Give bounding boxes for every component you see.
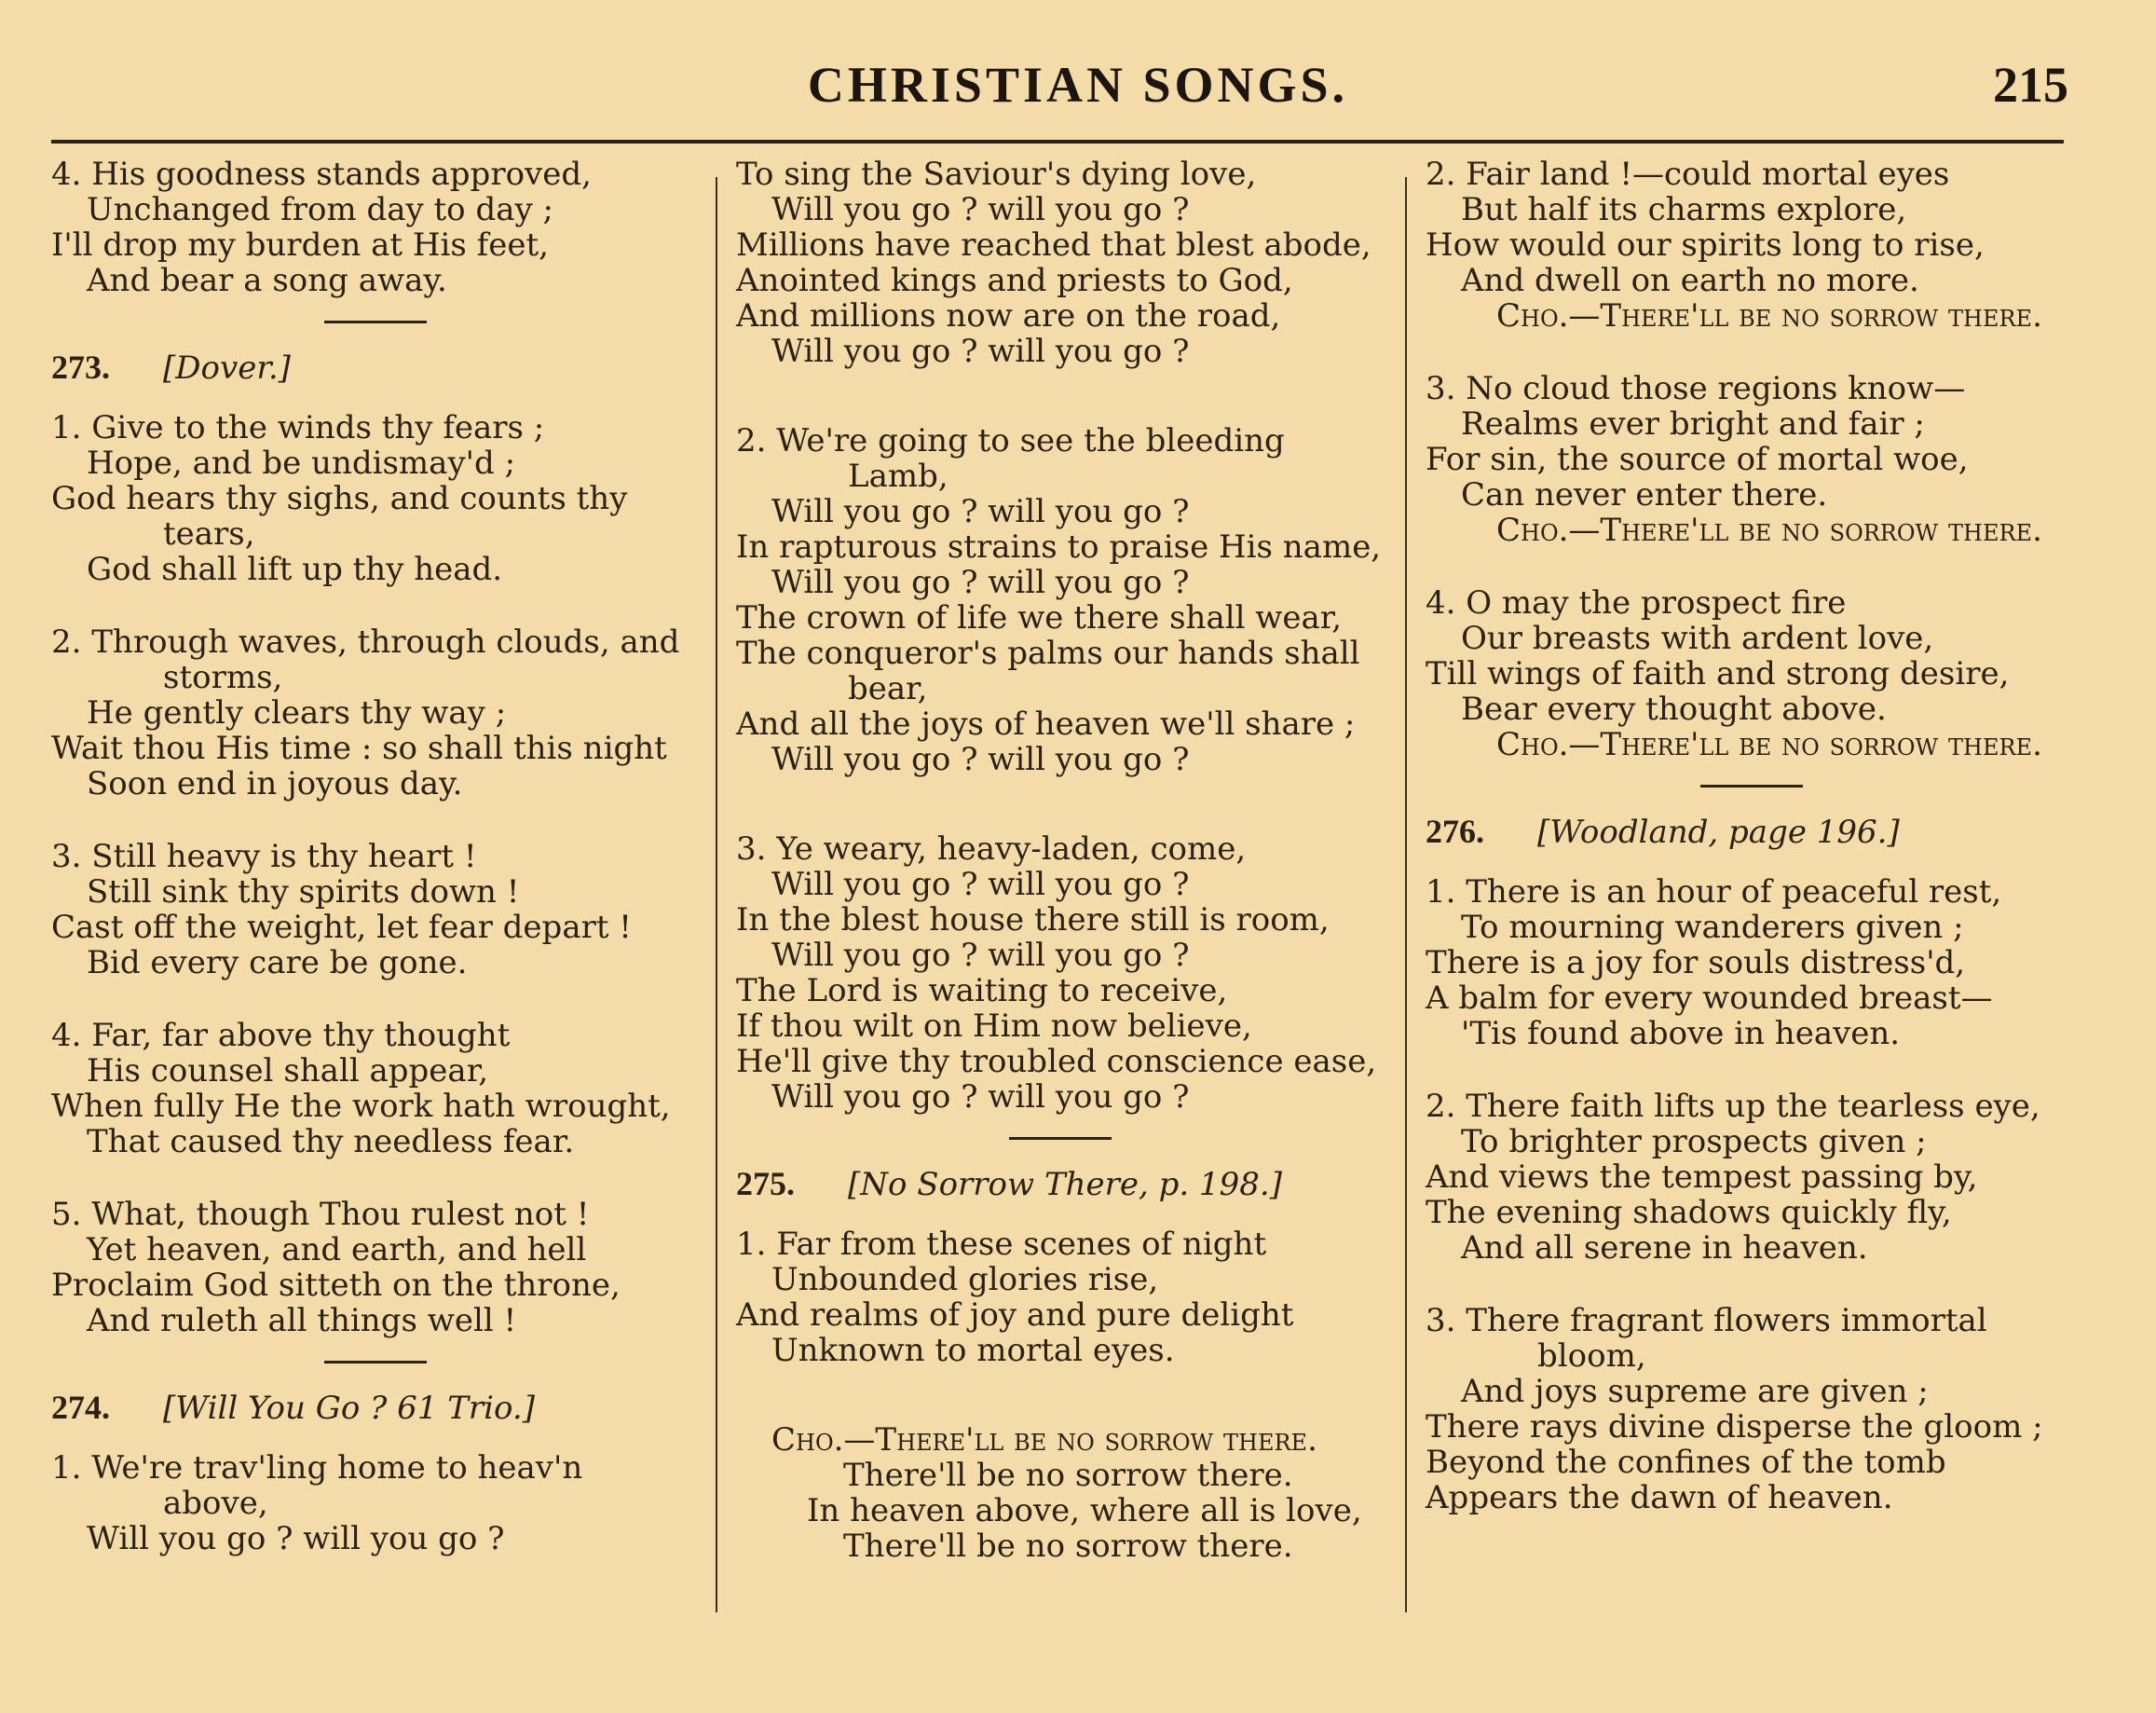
header-rule: [51, 140, 2064, 144]
verse-line: But half its charms explore,: [1461, 191, 1907, 228]
page-number: 215: [1993, 57, 2068, 113]
verse-line: Will you go ? will you go ?: [771, 564, 1190, 601]
verse-line: Realms ever bright and fair ;: [1461, 405, 1925, 443]
hymn-276-heading: [1426, 814, 2078, 850]
spacer: [736, 1368, 1384, 1422]
tune-name: [Will You Go ? 61 Trio.]: [163, 1390, 536, 1427]
verse-line: For sin, the source of mortal woe,: [1426, 441, 1969, 478]
hymn-273-heading: [51, 349, 699, 386]
spacer: [1426, 334, 2078, 371]
verse-line: There rays divine disperse the gloom ;: [1426, 1408, 2043, 1446]
spacer: [1426, 1051, 2078, 1089]
verse-line: And dwell on earth no more.: [1461, 262, 1919, 299]
verse-line: To sing the Saviour's dying love,: [736, 156, 1257, 193]
chorus-line: Cho.—There'll be no sorrow there.: [771, 1421, 1317, 1459]
hymn-276-verse-3: [1426, 1303, 2078, 1515]
spacer: [736, 777, 1384, 831]
verse-line: Will you go ? will you go ?: [771, 333, 1190, 370]
verse-line: Anointed kings and priests to God,: [736, 262, 1293, 299]
hymn-273-verse-2: [51, 624, 699, 802]
hymn-275-verse-4: [1426, 585, 2078, 762]
verse-line: 3. Still heavy is thy heart !: [51, 838, 477, 875]
spacer: [51, 587, 699, 624]
verse-line: 2. Fair land !—could mortal eyes: [1426, 156, 1950, 193]
hymn-276-verse-1: [1426, 874, 2078, 1051]
hymn-number: 276.: [1426, 813, 1484, 850]
verse-line: Will you go ? will you go ?: [87, 1520, 505, 1557]
spacer: [51, 802, 699, 839]
verse-line: Bid every care be gone.: [87, 944, 468, 981]
verse-line: How would our spirits long to rise,: [1426, 226, 1985, 264]
chorus-line: There'll be no sorrow there.: [843, 1528, 1293, 1565]
verse-line: 4. O may the prospect fire: [1426, 584, 1847, 622]
verse-line: Wait thou His time : so shall this night: [51, 730, 667, 767]
verse-line: Till wings of faith and strong desire,: [1426, 655, 2010, 692]
hymn-275-verse-2: [1426, 157, 2078, 334]
verse-line: And bear a song away.: [87, 262, 447, 299]
column-3: [1426, 157, 2078, 1515]
hymn-273-verse-3: [51, 839, 699, 980]
column-divider-1: [716, 177, 717, 1612]
verse-line: 2. There faith lifts up the tearless eye,: [1426, 1088, 2040, 1125]
chorus-line: Cho.—There'll be no sorrow there.: [1496, 512, 2042, 549]
verse-line: He'll give thy troubled conscience ease,: [736, 1043, 1377, 1080]
verse-line: 3. Ye weary, heavy-laden, come,: [736, 830, 1247, 868]
verse-line: God hears thy sighs, and counts thy: [51, 480, 628, 517]
hymn-275-heading: [736, 1166, 1384, 1202]
verse-line: I'll drop my burden at His feet,: [51, 226, 549, 264]
verse-line: Will you go ? will you go ?: [771, 741, 1190, 778]
hymn-276-verse-2: [1426, 1089, 2078, 1266]
verse-line: Beyond the confines of the tomb: [1426, 1444, 1946, 1481]
verse-line: In the blest house there still is room,: [736, 901, 1330, 939]
hymn-number: 274.: [51, 1389, 110, 1426]
hymn-divider: [1009, 1137, 1112, 1140]
verse-line: bear,: [848, 670, 928, 707]
hymn-275-chorus: [736, 1422, 1384, 1564]
column-2: [736, 157, 1384, 1564]
verse-line: Unchanged from day to day ;: [87, 191, 553, 228]
hymn-divider: [1700, 785, 1803, 788]
hymn-275-verse-1: [736, 1227, 1384, 1368]
verse-line: And all serene in heaven.: [1461, 1229, 1868, 1267]
chorus-line: Cho.—There'll be no sorrow there.: [1496, 726, 2042, 763]
spacer: [51, 1159, 699, 1197]
spacer: [736, 369, 1384, 423]
hymn-272-verse-4: [51, 157, 699, 298]
verse-line: bloom,: [1537, 1337, 1646, 1375]
verse-line: And ruleth all things well !: [87, 1302, 517, 1339]
verse-line: There is a joy for souls distress'd,: [1426, 944, 1966, 981]
verse-line: He gently clears thy way ;: [87, 694, 507, 732]
verse-line: 1. Far from these scenes of night: [736, 1226, 1267, 1263]
verse-line: Soon end in joyous day.: [87, 765, 463, 802]
verse-line: 2. Through waves, through clouds, and: [51, 624, 680, 661]
verse-line: Still sink thy spirits down !: [87, 873, 520, 911]
verse-line: And millions now are on the road,: [736, 297, 1281, 335]
verse-line: In rapturous strains to praise His name,: [736, 528, 1382, 566]
verse-line: And all the joys of heaven we'll share ;: [736, 706, 1356, 743]
hymn-divider: [324, 1361, 427, 1364]
spacer: [1426, 1266, 2078, 1303]
verse-line: Appears the dawn of heaven.: [1426, 1479, 1893, 1516]
verse-line: 1. There is an hour of peaceful rest,: [1426, 873, 2002, 911]
verse-line: Will you go ? will you go ?: [771, 191, 1190, 228]
verse-line: And joys supreme are given ;: [1461, 1373, 1929, 1410]
verse-line: Millions have reached that blest abode,: [736, 226, 1371, 264]
verse-line: 4. His goodness stands approved,: [51, 156, 592, 193]
verse-line: 'Tis found above in heaven.: [1461, 1015, 1901, 1052]
verse-line: To mourning wanderers given ;: [1461, 909, 1964, 946]
verse-line: tears,: [163, 515, 255, 553]
tune-name: [Woodland, page 196.]: [1537, 814, 1900, 851]
verse-line: 2. We're going to see the bleeding: [736, 422, 1285, 459]
verse-line: Can never enter there.: [1461, 476, 1828, 514]
hymn-275-verse-3: [1426, 371, 2078, 548]
hymn-number: 275.: [736, 1165, 795, 1202]
hymn-273-verse-5: [51, 1197, 699, 1338]
chorus-line: In heaven above, where all is love,: [807, 1492, 1362, 1529]
verse-line: 5. What, though Thou rulest not !: [51, 1196, 590, 1233]
chorus-line: Cho.—There'll be no sorrow there.: [1496, 297, 2042, 335]
verse-line: If thou wilt on Him now believe,: [736, 1007, 1252, 1045]
hymn-274-verse-1-cont: [736, 157, 1384, 369]
verse-line: The crown of life we there shall wear,: [736, 599, 1343, 637]
verse-line: The Lord is waiting to receive,: [736, 972, 1228, 1009]
hymn-274-verse-2: [736, 423, 1384, 777]
spacer: [51, 980, 699, 1018]
verse-line: A balm for every wounded breast—: [1426, 980, 1993, 1017]
verse-line: The evening shadows quickly fly,: [1426, 1194, 1952, 1231]
verse-line: And realms of joy and pure delight: [736, 1296, 1294, 1334]
verse-line: 3. No cloud those regions know—: [1426, 370, 1966, 407]
verse-line: Yet heaven, and earth, and hell: [87, 1231, 587, 1268]
verse-line: 1. Give to the winds thy fears ;: [51, 409, 545, 446]
hymn-273-verse-1: [51, 410, 699, 587]
chorus-line: There'll be no sorrow there.: [843, 1457, 1293, 1494]
hymn-274-verse-1: [51, 1450, 699, 1556]
verse-line: Proclaim God sitteth on the throne,: [51, 1267, 621, 1304]
hymn-divider: [324, 321, 427, 323]
hymn-274-heading: [51, 1390, 699, 1426]
tune-name: [No Sorrow There, p. 198.]: [848, 1166, 1282, 1203]
hymn-274-verse-3: [736, 831, 1384, 1115]
verse-line: Will you go ? will you go ?: [771, 1078, 1190, 1116]
verse-line: 1. We're trav'ling home to heav'n: [51, 1449, 583, 1487]
verse-line: God shall lift up thy head.: [87, 551, 503, 588]
verse-line: Hope, and be undismay'd ;: [87, 445, 516, 482]
verse-line: When fully He the work hath wrought,: [51, 1088, 671, 1125]
verse-line: To brighter prospects given ;: [1461, 1123, 1927, 1160]
spacer: [1426, 548, 2078, 585]
verse-line: Will you go ? will you go ?: [771, 937, 1190, 974]
verse-line: Unknown to mortal eyes.: [771, 1332, 1175, 1369]
tune-name: [Dover.]: [163, 349, 291, 387]
verse-line: Will you go ? will you go ?: [771, 866, 1190, 903]
verse-line: Will you go ? will you go ?: [771, 493, 1190, 530]
verse-line: Unbounded glories rise,: [771, 1261, 1159, 1298]
verse-line: His counsel shall appear,: [87, 1052, 489, 1089]
verse-line: And views the tempest passing by,: [1426, 1158, 1978, 1196]
column-1: [51, 157, 699, 1556]
verse-line: above,: [163, 1485, 268, 1522]
verse-line: 3. There fragrant flowers immortal: [1426, 1302, 1987, 1339]
verse-line: That caused thy needless fear.: [87, 1123, 575, 1160]
verse-line: Lamb,: [848, 458, 948, 495]
verse-line: Our breasts with ardent love,: [1461, 620, 1934, 657]
verse-line: Bear every thought above.: [1461, 691, 1887, 728]
hymn-number: 273.: [51, 349, 110, 386]
column-divider-2: [1405, 177, 1407, 1612]
hymn-273-verse-4: [51, 1018, 699, 1159]
verse-line: The conqueror's palms our hands shall: [736, 635, 1360, 672]
verse-line: 4. Far, far above thy thought: [51, 1017, 511, 1054]
page-title: CHRISTIAN SONGS.: [807, 57, 1349, 113]
verse-line: storms,: [163, 659, 283, 696]
verse-line: Cast off the weight, let fear depart !: [51, 909, 632, 946]
